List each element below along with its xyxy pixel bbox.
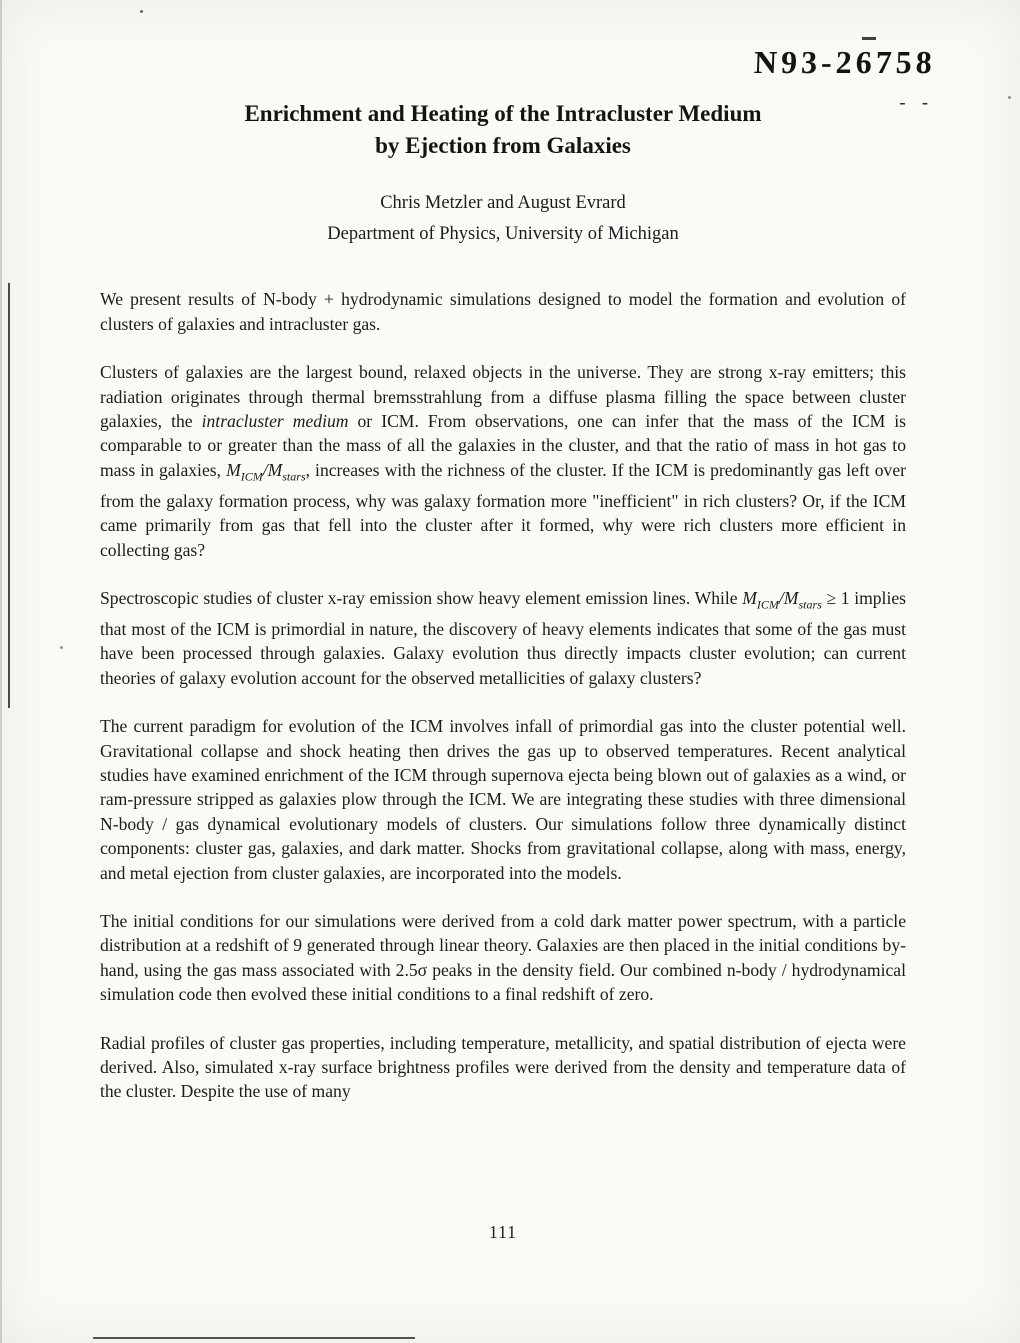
- paper-title-line1: Enrichment and Heating of the Intracluster Medium: [244, 101, 762, 126]
- scan-artifact-dash: [862, 37, 876, 40]
- accession-underline-marks: - -: [899, 92, 934, 112]
- paper-affiliation: Department of Physics, University of Michigan: [327, 223, 679, 244]
- body-paragraph: Radial profiles of cluster gas properties, including temperature, metallicity, and spatial distribution of ejecta were derived. Also, simulated x-ray surface brightness profiles were derived from the density and temperature data of the cluster. Despite the use of many: [100, 1032, 906, 1102]
- scan-artifact-left-edge: [0, 0, 2, 1343]
- body-paragraph: Clusters of galaxies are the largest bound, relaxed objects in the universe. They are strong x-ray emitters; this radiation originates through thermal bremsstrahlung from a diffuse plasma filling the space between cluster galaxies, the intracluster medium or ICM. From observations, one can infer that the mass of the ICM is comparable to or greater than the mass of all the galaxies in the cluster, and that the ratio of mass in hot gas to mass in galaxies, $M_{ICM}/M_{stars}$, increases with the richness of the cluster. If the ICM is predominantly gas left over from the galaxy formation process, why was galaxy formation more "inefficient" in rich clusters? Or, if the ICM came primarily from gas that fell into the cluster after it formed, why were rich clusters more efficient in collecting gas?: [100, 362, 906, 560]
- scan-artifact-bottom-line: [93, 1337, 415, 1339]
- nasa-accession-number: N93-26758: [753, 44, 937, 80]
- abstract-paragraph: We present results of N-body + hydrodynamic simulations designed to model the formation and evolution of clusters of galaxies and intracluster gas.: [100, 289, 906, 334]
- scan-artifact-dot: [140, 10, 143, 13]
- scan-artifact-dot: [60, 646, 63, 649]
- body-paragraph: The initial conditions for our simulations were derived from a cold dark matter power spectrum, with a particle distribution at a redshift of 9 generated through linear theory. Galaxies are then placed in the initial conditions by-hand, using the gas mass associated with 2.5σ peaks in the density field. Our combined n-body / hydrodynamical simulation code then evolved these initial conditions to a final redshift of zero.: [100, 910, 906, 1005]
- paper-title: [100, 98, 906, 162]
- page-number: 111: [489, 1222, 517, 1242]
- paper-title-line2: by Ejection from Galaxies: [375, 133, 631, 159]
- paper-body: [100, 287, 906, 1103]
- paper-authors: Chris Metzler and August Evrard: [380, 193, 626, 214]
- body-paragraph: Spectroscopic studies of cluster x-ray emission show heavy element emission lines. While $M_{ICM}/M_{stars} \ge 1$ implies that most of the ICM is primordial in nature, the discovery of heavy elements indicates that some of the gas must have been processed through galaxies. Galaxy evolution thus directly impacts cluster evolution; can current theories of galaxy evolution account for the observed metallicities of galaxy clusters?: [100, 587, 906, 688]
- scan-artifact-vertical-line: [8, 283, 10, 708]
- body-paragraph: The current paradigm for evolution of the ICM involves infall of primordial gas into the cluster potential well. Gravitational collapse and shock heating then drives the gas up to observed temperatures. Recent analytical studies have examined enrichment of the ICM through supernova ejecta being blown out of galaxies as a wind, or ram-pressure stripped as galaxies plow through the ICM. We are integrating these studies with three dimensional N-body / gas dynamical evolutionary models of clusters. Our simulations follow three dynamically distinct components: cluster gas, galaxies, and dark matter. Shocks from gravitational collapse, along with mass, energy, and metal ejection from cluster galaxies, are incorporated into the models.: [100, 716, 906, 883]
- paper-content: [100, 98, 906, 1128]
- paper-byline: [100, 188, 906, 249]
- scan-artifact-dot: [1008, 96, 1011, 99]
